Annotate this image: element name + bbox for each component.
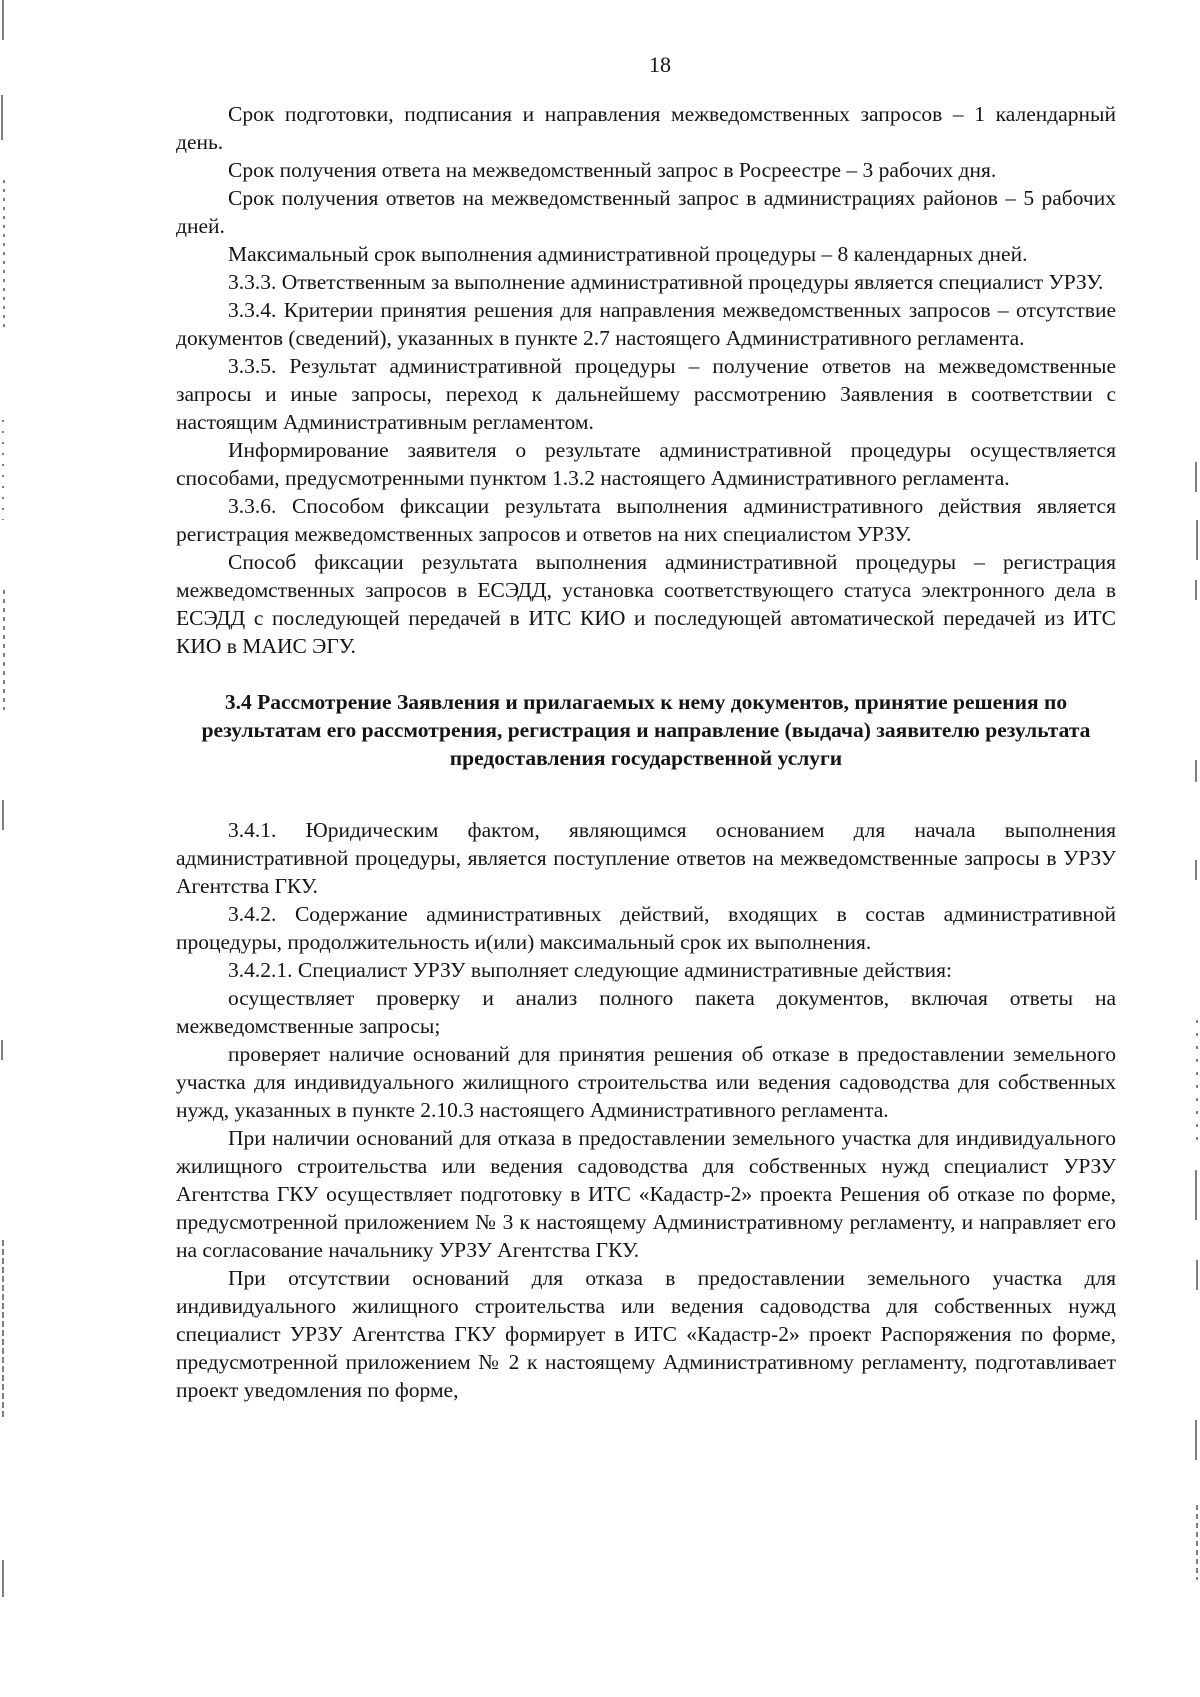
paragraph: 3.3.5. Результат административной процедуры – получение ответов на межведомственные запросы и иные запросы, переход к дальнейшему рассмотрению Заявления в соответствии с настоящим Административным регламентом. (176, 354, 1116, 434)
paragraph: 3.3.4. Критерии принятия решения для направления межведомственных запросов – отсутствие документов (сведений), указанных в пункте 2.7 настоящего Административного регламента. (176, 298, 1116, 350)
paragraph: Информирование заявителя о результате административной процедуры осуществляется способами, предусмотренными пунктом 1.3.2 настоящего Административного регламента. (176, 438, 1116, 490)
paragraph: 3.3.3. Ответственным за выполнение административной процедуры является специалист УРЗУ. (228, 270, 1104, 294)
paragraph: 3.4.2.1. Специалист УРЗУ выполняет следующие административные действия: (228, 958, 953, 982)
paragraph: 3.4.2. Содержание административных действий, входящих в состав административной процедуры, продолжительность и(или) максимальный срок их выполнения. (176, 902, 1116, 954)
paragraph: осуществляет проверку и анализ полного пакета документов, включая ответы на межведомственные запросы; (176, 986, 1116, 1038)
paragraph: Максимальный срок выполнения административной процедуры – 8 календарных дней. (228, 242, 1028, 266)
paragraph: 3.4.1. Юридическим фактом, являющимся основанием для начала выполнения административной процедуры, является поступление ответов на межведомственные запросы в УРЗУ Агентства ГКУ. (176, 818, 1116, 898)
paragraph: Срок получения ответа на межведомственный запрос в Росреестре – 3 рабочих дня. (228, 158, 997, 182)
paragraph: 3.3.6. Способом фиксации результата выполнения административного действия является регистрация межведомственных запросов и ответов на них специалистом УРЗУ. (176, 494, 1116, 546)
document-body (176, 100, 1116, 1404)
paragraph: При отсутствии оснований для отказа в предоставлении земельного участка для индивидуального жилищного строительства или ведения садоводства для собственных нужд специалист УРЗУ Агентства ГКУ формирует в ИТС «Кадастр-2» проект Распоряжения по форме, предусмотренной приложением № 2 к настоящему Административному регламенту, подготавливает проект уведомления по форме, (176, 1266, 1116, 1402)
paragraph: Способ фиксации результата выполнения административной процедуры – регистрация межведомственных запросов в ЕСЭДД, установка соответствующего статуса электронного дела в ЕСЭДД с последующей передачей в ИТС КИО и последующей автоматической передачей из ИТС КИО в МАИС ЭГУ. (176, 550, 1116, 658)
paragraph: проверяет наличие оснований для принятия решения об отказе в предоставлении земельного участка для индивидуального жилищного строительства или ведения садоводства для собственных нужд, указанных в пункте 2.10.3 настоящего Административного регламента. (176, 1042, 1116, 1122)
section-heading: 3.4 Рассмотрение Заявления и прилагаемых к нему документов, принятие решения по результатам его рассмотрения, регистрация и направление (выдача) заявителю результата предоставления государственной услуги (201, 690, 1091, 770)
paragraph: Срок подготовки, подписания и направления межведомственных запросов – 1 календарный день. (176, 102, 1116, 154)
paragraph: Срок получения ответов на межведомственный запрос в администрациях районов – 5 рабочих дней. (176, 186, 1116, 238)
page-number: 18 (649, 52, 671, 77)
paragraph: При наличии оснований для отказа в предоставлении земельного участка для индивидуального жилищного строительства или ведения садоводства для собственных нужд специалист УРЗУ Агентства ГКУ осуществляет подготовку в ИТС «Кадастр-2» проекта Решения об отказе по форме, предусмотренной приложением № 3 к настоящему Административному регламенту, и направляет его на согласование начальнику УРЗУ Агентства ГКУ. (176, 1126, 1116, 1262)
